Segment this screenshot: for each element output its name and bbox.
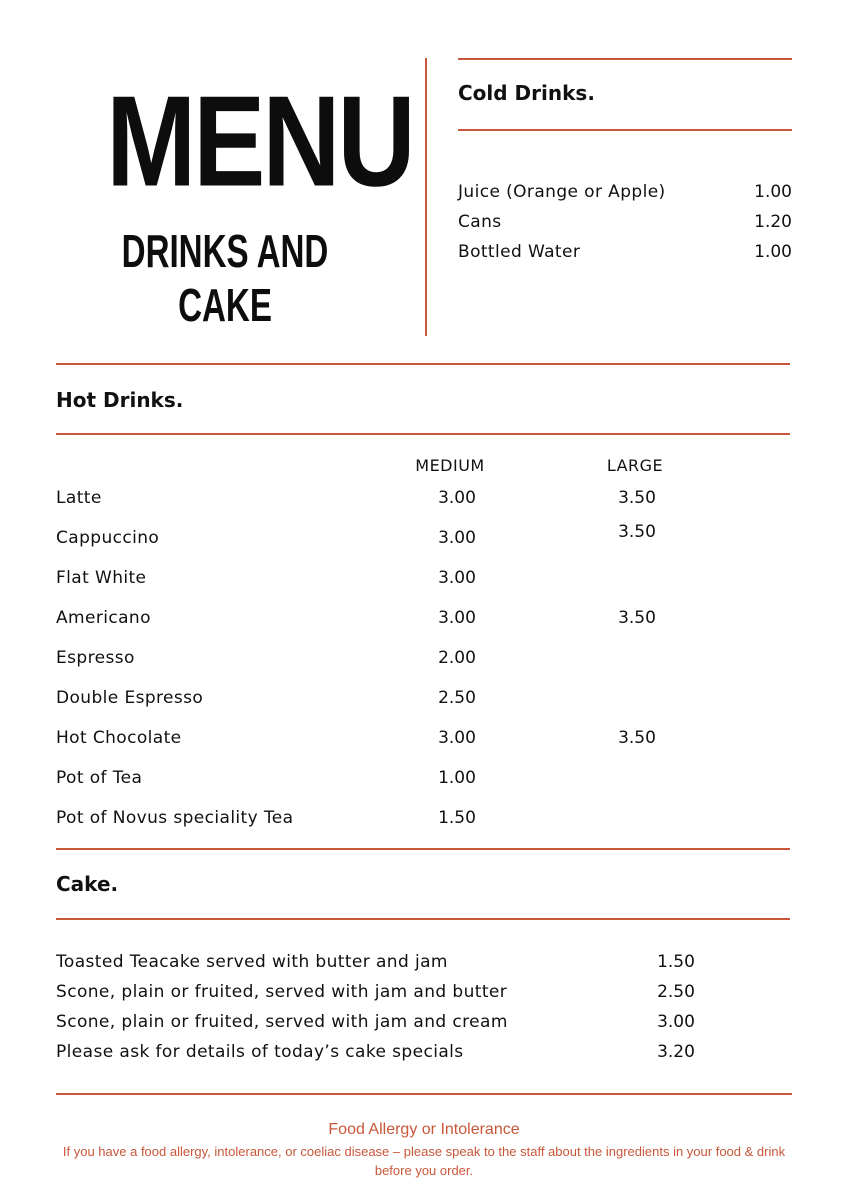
- hot-drink-item: [56, 568, 756, 592]
- cake-name: Please ask for details of today’s cake specials: [56, 1042, 464, 1062]
- cold-drink-price: 1.00: [754, 182, 792, 202]
- cake-item: [56, 982, 716, 1006]
- cake-name: Toasted Teacake served with butter and jam: [56, 952, 448, 972]
- hot-drinks-bottom-rule: [56, 433, 790, 435]
- hot-drink-item: [56, 728, 756, 752]
- hot-drinks-top-rule: [56, 363, 790, 365]
- hot-drink-medium-price: 1.00: [438, 768, 476, 788]
- hot-drink-item: [56, 522, 756, 552]
- cake-item: [56, 1042, 716, 1066]
- hot-drink-name: Americano: [56, 608, 151, 628]
- hot-drink-name: Pot of Tea: [56, 768, 143, 788]
- hot-drink-name: Double Espresso: [56, 688, 204, 708]
- hot-drink-medium-price: 3.00: [438, 608, 476, 628]
- hot-drink-item: [56, 608, 756, 632]
- hot-drink-item: [56, 808, 756, 832]
- column-header-large: LARGE: [606, 456, 664, 475]
- hot-drink-medium-price: 3.00: [438, 728, 476, 748]
- menu-title: MENU: [106, 68, 413, 214]
- hot-drink-name: Espresso: [56, 648, 135, 668]
- cold-drink-price: 1.00: [754, 242, 792, 262]
- allergy-notice-line1: If you have a food allergy, intolerance, or coeliac disease – please speak to the staff about the ingredients in your food & drink: [62, 1144, 786, 1159]
- hot-drink-medium-price: 3.00: [438, 568, 476, 588]
- cake-item: [56, 952, 716, 976]
- cake-item: [56, 1012, 716, 1036]
- column-header-medium: MEDIUM: [415, 456, 485, 475]
- cold-drink-name: Cans: [458, 212, 502, 232]
- cake-name: Scone, plain or fruited, served with jam and butter: [56, 982, 508, 1002]
- cold-drink-item: [458, 242, 792, 266]
- cold-drinks-title: Cold Drinks.: [458, 81, 595, 105]
- cold-drinks-bottom-rule: [458, 129, 792, 131]
- hot-drink-name: Cappuccino: [56, 528, 160, 548]
- hot-drink-medium-price: 2.50: [438, 688, 476, 708]
- hot-drink-item: [56, 488, 756, 512]
- hot-drink-name: Latte: [56, 488, 102, 508]
- cake-top-rule: [56, 848, 790, 850]
- hot-drink-medium-price: 2.00: [438, 648, 476, 668]
- cold-drink-name: Bottled Water: [458, 242, 581, 262]
- hot-drink-large-price: 3.50: [618, 488, 656, 508]
- cold-drink-item: [458, 212, 792, 236]
- cake-bottom-rule: [56, 918, 790, 920]
- cold-drink-price: 1.20: [754, 212, 792, 232]
- hot-drink-medium-price: 3.00: [438, 488, 476, 508]
- menu-subtitle: DRINKS AND CAKE: [121, 225, 329, 331]
- vertical-divider: [425, 58, 427, 336]
- cold-drink-name: Juice (Orange or Apple): [458, 182, 666, 202]
- allergy-heading: Food Allergy or Intolerance: [328, 1121, 520, 1138]
- hot-drink-large-price: 3.50: [618, 728, 656, 748]
- hot-drink-medium-price: 1.50: [438, 808, 476, 828]
- hot-drink-large-price: 3.50: [618, 608, 656, 628]
- cake-name: Scone, plain or fruited, served with jam and cream: [56, 1012, 508, 1032]
- footer-top-rule: [56, 1093, 792, 1095]
- cake-title: Cake.: [56, 872, 119, 896]
- hot-drink-large-price: 3.50: [618, 522, 656, 542]
- cake-price: 2.50: [657, 982, 695, 1002]
- cake-price: 3.20: [657, 1042, 695, 1062]
- hot-drink-item: [56, 768, 756, 792]
- hot-drink-item: [56, 648, 756, 672]
- cold-drink-item: [458, 182, 792, 206]
- cake-price: 1.50: [657, 952, 695, 972]
- hot-drink-name: Hot Chocolate: [56, 728, 182, 748]
- hot-drink-medium-price: 3.00: [438, 528, 476, 548]
- hot-drink-name: Pot of Novus speciality Tea: [56, 808, 294, 828]
- cold-drinks-top-rule: [458, 58, 792, 60]
- allergy-notice-line2: before you order.: [374, 1163, 474, 1178]
- hot-drink-item: [56, 688, 756, 712]
- hot-drink-name: Flat White: [56, 568, 147, 588]
- hot-drinks-title: Hot Drinks.: [56, 388, 184, 412]
- cake-price: 3.00: [657, 1012, 695, 1032]
